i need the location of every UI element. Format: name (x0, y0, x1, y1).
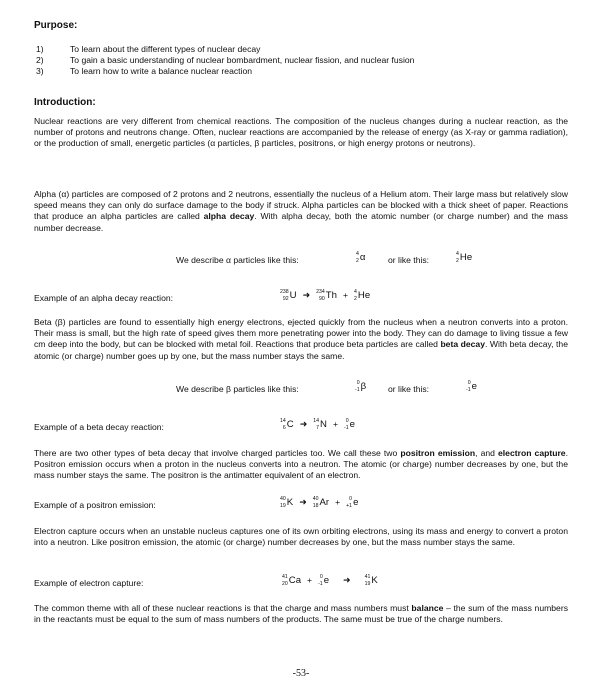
nuclide: 4 2 He (354, 289, 371, 302)
nuclide: 41 19 K (364, 574, 378, 587)
balance-paragraph: The common theme with all of these nuclear reactions is that the charge and mass numbers must balance – the sum of the mass numbers in the reactants must be equal to the sum of mass numbers of the products. The same must be true of the charge numbers. (34, 603, 568, 625)
symbol: α (359, 251, 366, 263)
mass-number: 4 (356, 251, 359, 257)
balance-term: balance (411, 603, 444, 613)
symbol: He (459, 251, 473, 263)
plus-sign: + (335, 496, 341, 507)
nuclide: 14 6 C (280, 418, 294, 431)
list-item (36, 66, 414, 77)
reaction-arrow: ➜ (299, 496, 307, 507)
alpha-example-label: Example of an alpha decay reaction: (34, 293, 174, 303)
mass-number: 4 (456, 251, 459, 257)
nuclide (456, 251, 472, 264)
nuclide: 234 90 Th (316, 289, 337, 302)
nuclide: 0 -1 e (318, 574, 330, 587)
reaction-arrow: ➜ (302, 289, 311, 300)
positron-paragraph: There are two other types of beta decay that involve charged particles too. We call these two positron emission, and electron capture. Positron emission occurs when a proton in the nucleus converts into a neutron. The atomic (or charge) number decreases by one, but the mass number stays the same. The positron is the antimatter equivalent of an electron. (34, 448, 568, 481)
helium-notation (456, 251, 472, 264)
purpose-list (36, 44, 414, 77)
or-like-this-label: or like this: (388, 384, 430, 394)
beta-notation (355, 380, 366, 393)
nuclide (355, 380, 366, 393)
list-item (36, 55, 414, 66)
charge-number: -1 (355, 386, 360, 393)
beta-decay-reaction (280, 418, 355, 431)
electron-capture-paragraph: Electron capture occurs when an unstable nucleus captures one of its own orbiting electrons, using its mass and energy to convert a proton into a neutron. Like positron emission, the atomic (or charge) number decreases by one, but the mass number stays the same. (34, 526, 568, 548)
nuclide: 238 92 U (280, 289, 297, 302)
alpha-paragraph: Alpha (α) particles are composed of 2 protons and 2 neutrons, essentially the nucleus of a Helium atom. Their large mass but relatively slow speed means they can only do surface damage to the body if struck. Alpha particles can be blocked with a thick sheet of paper. Reactions that produce an alpha particles are called alpha decay. With alpha decay, both the atomic number (or charge number) and the mass number decrease. (34, 189, 568, 233)
beta-paragraph: Beta (β) particles are found to essentially high energy electrons, ejected quickly from the nucleus when a neutron converts into a proton. Their mass is small, but the high rate of speed gives them more penetrating power into the body. They can do damage to living tissue a few cm deep into the body, but can be blocked with metal foil. Reactions that produce beta particles are called beta decay. With beta decay, the atomic (or charge) number goes up by one, but the mass number stays the same. (34, 317, 568, 361)
nuclide: 40 18 Ar (312, 496, 330, 509)
mass-number: 0 (356, 380, 360, 386)
capture-example-label: Example of electron capture: (34, 578, 144, 588)
charge-number: 2 (356, 257, 359, 264)
positron-emission-reaction (280, 496, 358, 509)
list-item-text: To learn how to write a balance nuclear reaction (70, 66, 253, 76)
reaction-arrow: ➜ (299, 418, 308, 429)
purpose-heading: Purpose: (34, 20, 78, 31)
list-item-text: To learn about the different types of nuclear decay (70, 44, 261, 54)
alpha-decay-reaction (280, 289, 370, 302)
nuclide: 0 +1 e (346, 496, 359, 509)
nuclide (356, 251, 365, 264)
nuclide: 14 7 N (313, 418, 327, 431)
charge-number: 2 (456, 257, 459, 264)
mass-number: 0 (467, 380, 471, 386)
introduction-heading: Introduction: (34, 97, 96, 108)
symbol: β (360, 380, 367, 392)
page-number: -53- (292, 668, 310, 679)
list-item-number: 1) (36, 44, 44, 54)
list-item-text: To gain a basic understanding of nuclear bombardment, nuclear fission, and nuclear fusion (70, 55, 415, 65)
nuclide: 40 19 K (280, 496, 294, 509)
intro-paragraph-1: Nuclear reactions are very different from chemical reactions. The composition of the nucleus changes during a nuclear reaction, as the number of protons and neutrons change. Often, nuclear reactions are accompanied by the release of energy (as X-ray or gamma radiation), or the production of small, energetic particles (α particles, β particles, positrons, or high energy protons or neutrons). (34, 116, 568, 149)
list-item-number: 3) (36, 66, 44, 76)
symbol: e (471, 380, 477, 392)
positron-example-label: Example of a positron emission: (34, 500, 156, 510)
plus-sign: + (343, 289, 349, 300)
beta-decay-term: beta decay (440, 339, 485, 350)
electron-capture-reaction (282, 574, 378, 587)
plus-sign: + (307, 574, 313, 585)
electron-notation (466, 380, 477, 393)
charge-number: -1 (466, 386, 471, 393)
alpha-decay-term: alpha decay (203, 211, 255, 222)
nuclide: 0 -1 e (344, 418, 355, 431)
positron-emission-term: positron emission (400, 448, 476, 458)
beta-describe-label: We describe β particles like this: (176, 384, 299, 394)
beta-example-label: Example of a beta decay reaction: (34, 422, 164, 432)
list-item (36, 44, 414, 55)
electron-capture-term: electron capture (498, 448, 566, 458)
alpha-notation (356, 251, 365, 264)
plus-sign: + (332, 418, 339, 429)
list-item-number: 2) (36, 55, 44, 65)
or-like-this-label: or like this: (388, 255, 430, 265)
nuclide (466, 380, 477, 393)
nuclide: 41 20 Ca (282, 574, 302, 587)
reaction-arrow: ➜ (343, 574, 351, 585)
alpha-describe-label: We describe α particles like this: (176, 255, 299, 265)
